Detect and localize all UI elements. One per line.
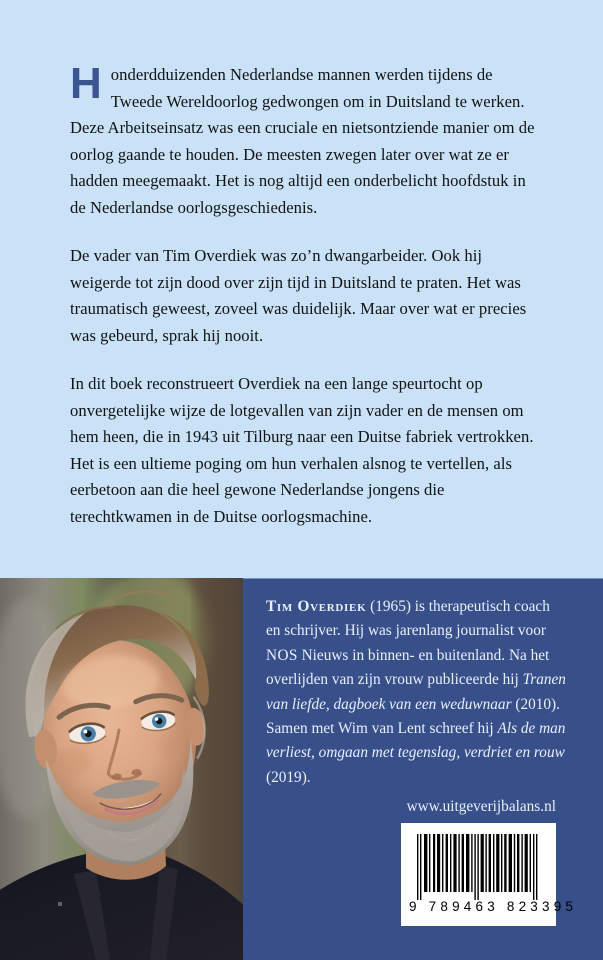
author-name: Tim Overdiek <box>266 598 367 615</box>
blurb-paragraph-3: In dit boek reconstrueert Overdiek na een lange speurtocht op onvergetelijke wijze de lotgevallen van zijn vader en de mensen om hem heen, die in 1943 uit Tilburg naar een Duitse fabriek vertrokken. Het is een ultieme poging om hun verhalen alsnog te vertellen, als eerbetoon aan die heel gewone Nederlandse jongens die terechtkwamen in de Duitse oorlogsmachine. <box>70 374 534 526</box>
author-photo <box>0 578 243 960</box>
author-bio-part-4: (2019). <box>266 768 311 786</box>
author-bio-part-3: (2010). Samen met Wim van Lent schreef hij <box>266 695 560 738</box>
author-bio-part-2: Nieuws in binnen- en buitenland. Na het overlijden van zijn vrouw publiceerde hij <box>266 646 550 689</box>
broadcaster-name: NOS <box>266 646 298 664</box>
isbn-barcode <box>401 823 578 926</box>
author-bio-part-1: (1965) is therapeutisch coach en schrijver. Hij was jarenlang journalist voor <box>266 598 550 640</box>
blurb-paragraph-1-text: onderdduizenden Nederlandse mannen werden tijdens de Tweede Wereldoorlog gedwongen om in Duitsland te werken. Deze Arbeitseinsatz was een cruciale en nietsontziende manier om de oorlog gaande te houden. De meesten zwegen later over wat ze er hadden meegemaakt. Het is nog altijd een onderbelicht hoofdstuk in de Nederlandse oorlogsgeschiedenis. <box>70 65 535 217</box>
barcode-bars <box>417 834 540 900</box>
author-panel <box>0 578 603 960</box>
book-title-tranen-van-liefde: Tranen van liefde, dagboek van een weduwnaar <box>266 671 566 713</box>
book-title-als-de-man-verliest: Als de man verliest, omgaan met tegenslag, verdriet en rouw <box>266 720 566 762</box>
isbn-number: 9 789463 823395 <box>409 899 578 914</box>
publisher-website[interactable]: www.uitgeverijbalans.nl <box>406 798 556 815</box>
author-bio <box>266 595 566 790</box>
drop-cap-letter: H <box>70 59 102 108</box>
blurb-paragraph-2: De vader van Tim Overdiek was zo’n dwangarbeider. Ook hij weigerde tot zijn dood over zijn tijd in Duitsland te praten. Het was traumatisch geweest, zoveel was duidelijk. Maar over wat er precies was gebeurd, sprak hij nooit. <box>70 246 527 345</box>
blurb-paragraph-1 <box>70 59 535 221</box>
